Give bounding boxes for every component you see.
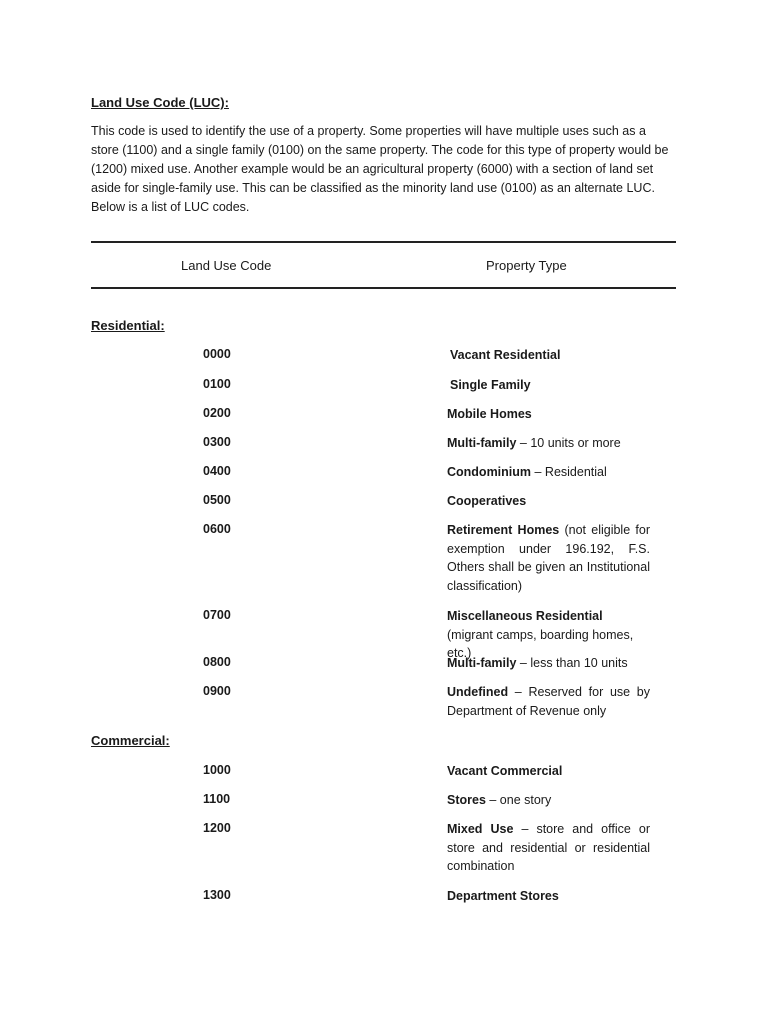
row-type-name: Vacant Residential [450, 348, 561, 362]
row-type [447, 820, 650, 876]
row-code: 0100 [203, 377, 231, 391]
intro-paragraph: This code is used to identify the use of a property. Some properties will have multiple uses such as a store (1100) and a single family (0100) on the same property. The code for this type of property would be (1200) mixed use. Another example would be an agricultural property (6000) with a section of land set aside for single-family use. This can be classified as the minority land use (0100) as an alternate LUC. Below is a list of LUC codes. [91, 124, 669, 214]
row-code: 0500 [203, 493, 231, 507]
row-type-desc: – Residential [531, 465, 607, 479]
row-type-name: Vacant Commercial [447, 764, 563, 778]
row-code: 0900 [203, 684, 231, 698]
section-label-residential: Residential: [91, 318, 165, 333]
row-type [447, 492, 650, 511]
row-code: 0600 [203, 522, 231, 536]
row-type-desc: (migrant camps, boarding homes, etc.) [447, 627, 634, 660]
row-type [450, 376, 653, 395]
column-header-code: Land Use Code [181, 258, 272, 273]
row-code: 0800 [203, 655, 231, 669]
row-code: 1300 [203, 888, 231, 902]
row-type-desc: – Reserved for use by Department of Revenue only [447, 685, 650, 718]
row-type-name: Cooperatives [447, 494, 527, 508]
row-type [450, 346, 653, 365]
row-type [447, 434, 650, 453]
row-type [447, 887, 650, 906]
column-header-type: Property Type [486, 258, 567, 273]
row-type-desc: – one story [485, 793, 552, 807]
row-code: 0700 [203, 608, 231, 622]
row-type-desc: – store and office or store and residential or residential combination [447, 822, 650, 873]
row-type-name: Single Family [450, 378, 531, 392]
row-code: 0000 [203, 347, 231, 361]
row-type-desc: – less than 10 units [516, 656, 628, 670]
row-code: 0200 [203, 406, 231, 420]
row-code: 0400 [203, 464, 231, 478]
row-type-name: Miscellaneous Residential [447, 609, 603, 623]
row-code: 1200 [203, 821, 231, 835]
row-type-name: Department Stores [447, 889, 559, 903]
table-rule-top [91, 241, 676, 243]
document-heading: Land Use Code (LUC): [91, 95, 229, 110]
row-type-name: Undefined [447, 685, 509, 699]
table-rule-bottom [91, 287, 676, 289]
row-type-name: Stores [447, 793, 486, 807]
row-type-name: Mobile Homes [447, 407, 532, 421]
row-type [447, 463, 650, 482]
row-type-name: Multi-family [447, 656, 517, 670]
row-type-desc: (not eligible for exemption under 196.192, F.S. Others shall be given an Institutional classification) [447, 523, 650, 593]
row-type-name: Multi-family [447, 436, 517, 450]
row-type [447, 405, 650, 424]
row-type [447, 762, 650, 781]
row-code: 0300 [203, 435, 231, 449]
row-type-name: Mixed Use [447, 822, 514, 836]
row-type-name: Condominium [447, 465, 532, 479]
row-type-desc: – 10 units or more [516, 436, 621, 450]
row-type [447, 521, 650, 595]
row-code: 1000 [203, 763, 231, 777]
section-label-commercial: Commercial: [91, 733, 170, 748]
row-type-name: Retirement Homes [447, 523, 560, 537]
row-type [447, 791, 650, 810]
row-type [447, 683, 650, 720]
row-type [447, 654, 650, 673]
row-code: 1100 [203, 792, 231, 806]
